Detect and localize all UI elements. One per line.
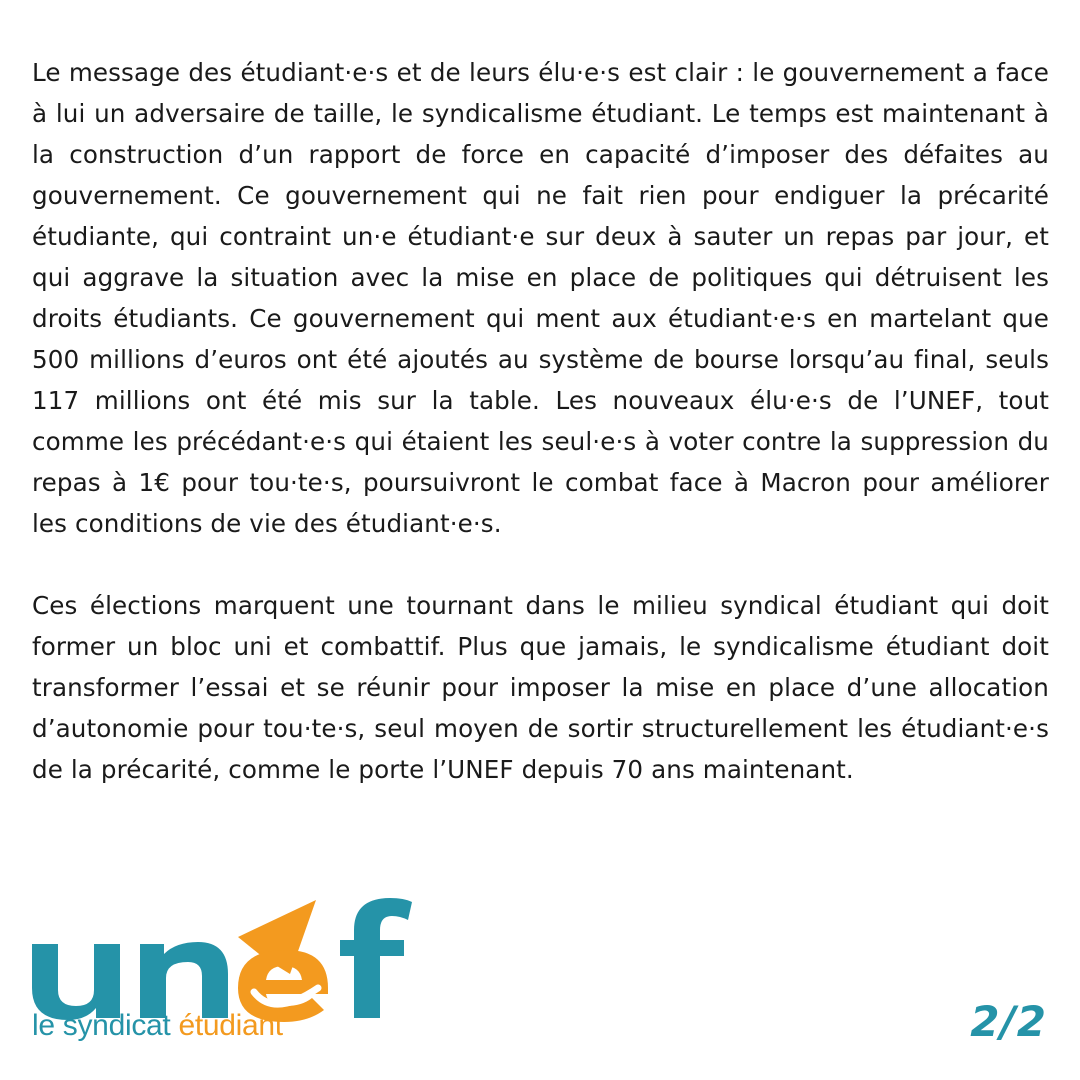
paragraph-2: Ces élections marquent une tournant dans le milieu syndical étudiant qui doit former un bloc uni et combattif. Plus que jamais, le syndicalisme étudiant doit transformer l’essai et se réunir pour imposer la mise en place d’une allocation d’autonomie pour tou·te·s, seul moyen de sortir structurellement les étudiant·e·s de la précarité, comme le porte l’UNEF depuis 70 ans maintenant. (32, 591, 1049, 784)
logo-tagline (32, 1009, 283, 1043)
page-number: 2/2 (970, 997, 1047, 1046)
logo-letter-f (340, 898, 412, 1018)
article-body (32, 52, 1049, 790)
logo-letter-n (140, 942, 228, 1018)
logo-tagline-part1: le syndicat (32, 1009, 179, 1042)
unef-wordmark (28, 892, 428, 1022)
unef-logo (28, 892, 428, 1052)
logo-tagline-part2: étudiant (178, 1009, 283, 1042)
paragraph-1: Le message des étudiant·e·s et de leurs élu·e·s est clair : le gouvernement a face à lui un adversaire de taille, le syndicalisme étudiant. Le temps est maintenant à la construction d’un rapport de force en capacité d’imposer des défaites au gouvernement. Ce gouvernement qui ne fait rien pour endiguer la précarité étudiante, qui contraint un·e étudiant·e sur deux à sauter un repas par jour, et qui aggrave la situation avec la mise en place de politiques qui détruisent les droits étudiants. Ce gouvernement qui ment aux étudiant·e·s en martelant que 500 millions d’euros ont été ajoutés au système de bourse lorsqu’au final, seuls 117 millions ont été mis sur la table. Les nouveaux élu·e·s de l’UNEF, tout comme les précédant·e·s qui étaient les seul·e·s à voter contre la suppression du repas à 1€ pour tou·te·s, poursuivront le combat face à Macron pour améliorer les conditions de vie des étudiant·e·s. (32, 58, 1049, 538)
